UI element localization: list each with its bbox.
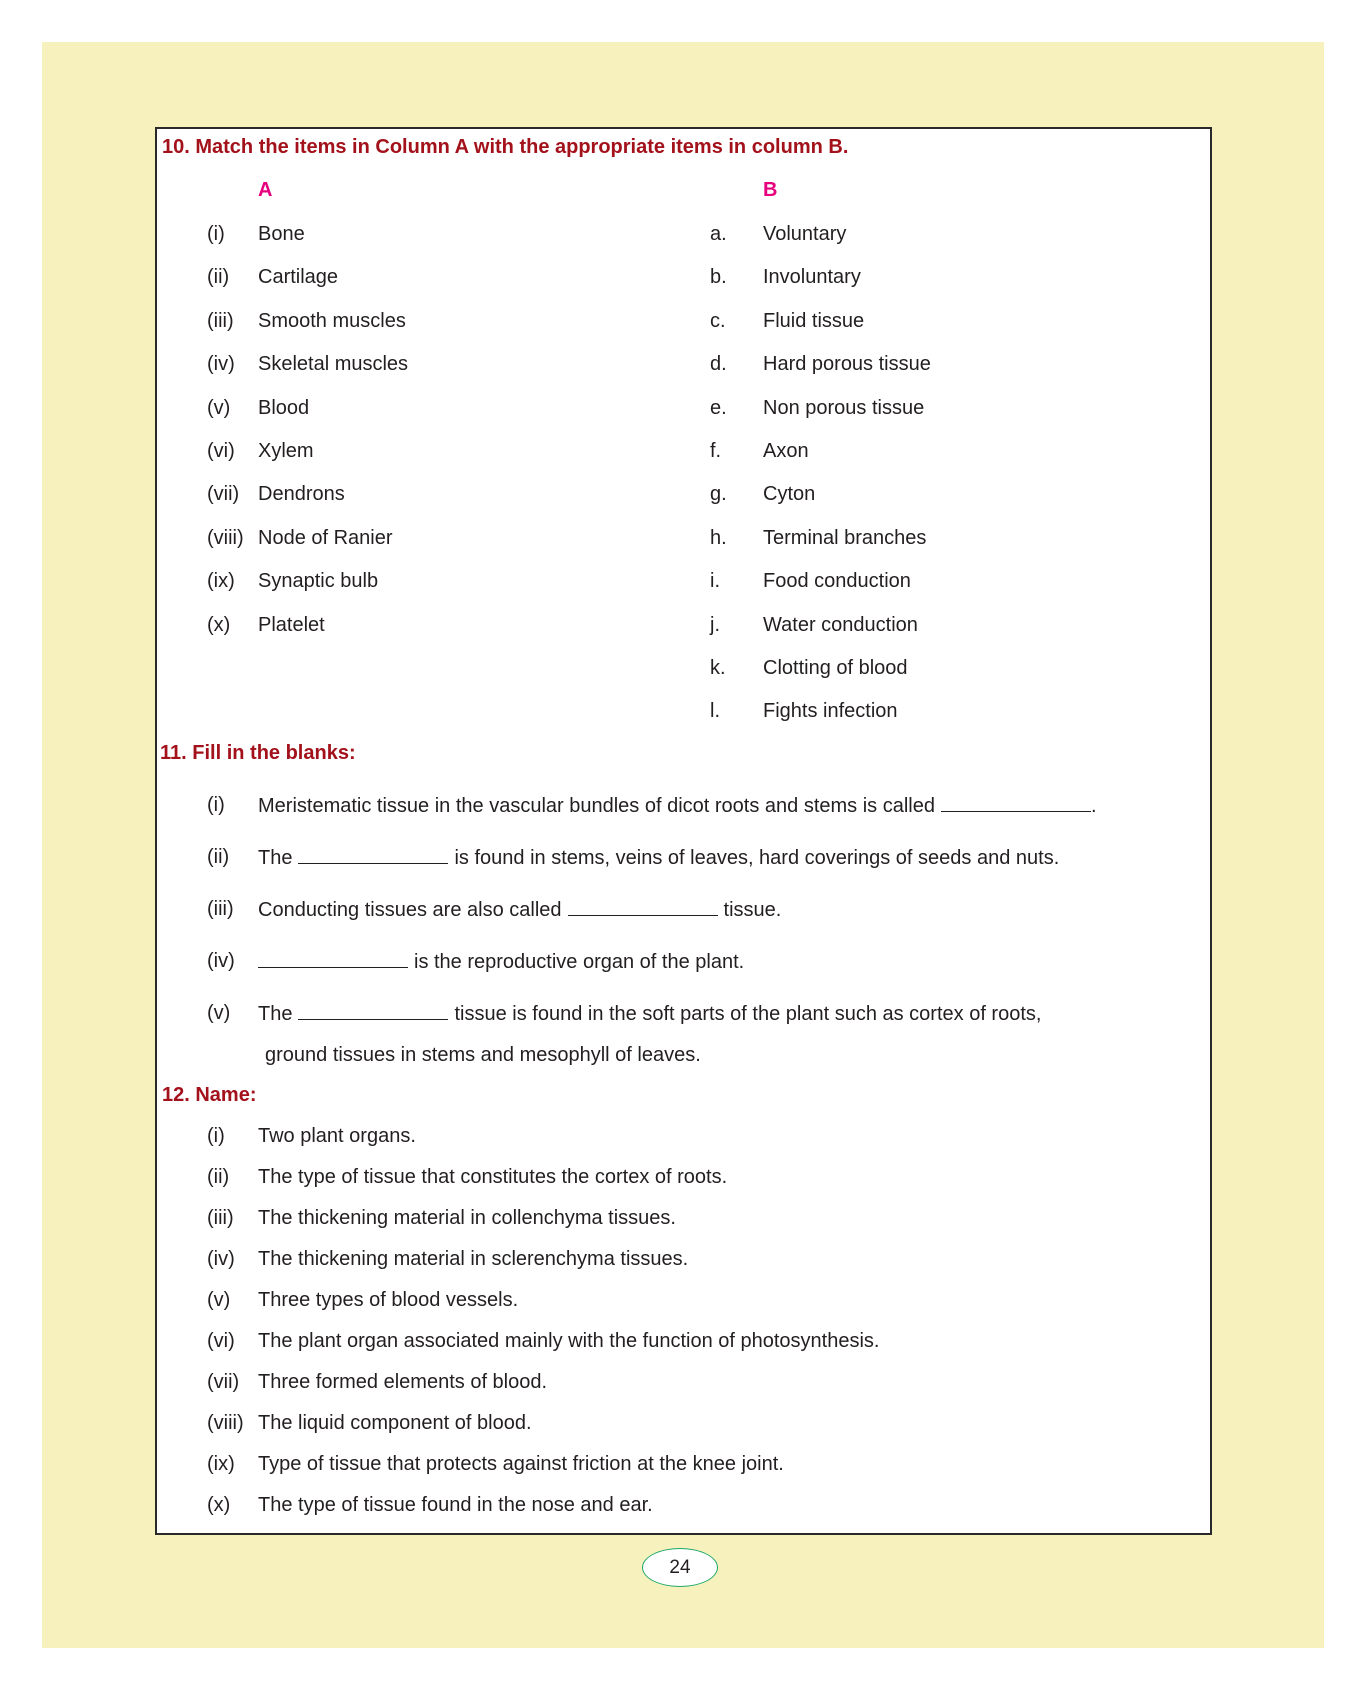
fill-blank-sentence <box>258 793 1097 818</box>
fill-blank-number: (ii) <box>207 846 230 868</box>
column-b-item: Hard porous tissue <box>763 353 931 376</box>
column-b-letter: l. <box>710 700 720 723</box>
column-a-item: Smooth muscles <box>258 309 406 332</box>
column-a-number: (v) <box>207 396 231 419</box>
column-b-letter: f. <box>710 440 722 462</box>
sentence-before: The <box>258 1003 293 1025</box>
column-a-number: (ii) <box>207 266 230 289</box>
column-b-letter: e. <box>710 396 727 419</box>
name-item-text: The plant organ associated mainly with the function of photosynthesis. <box>258 1330 880 1352</box>
fill-blank-sentence <box>258 1001 1041 1026</box>
column-a-number: (ix) <box>207 570 235 593</box>
sentence-after: tissue is found in the soft parts of the plant such as cortex of roots, <box>454 1003 1042 1025</box>
column-b-letter: h. <box>710 526 727 549</box>
name-item-text: The type of tissue found in the nose and ear. <box>258 1494 653 1516</box>
question-11-title: 11. Fill in the blanks: <box>160 742 356 764</box>
fill-blank-number: (iv) <box>207 950 235 972</box>
column-b-item: Axon <box>763 440 809 462</box>
exercise-box <box>155 127 1212 1535</box>
column-a-item: Dendrons <box>258 483 345 506</box>
answer-blank[interactable] <box>568 897 718 916</box>
column-b-item: Fluid tissue <box>763 309 865 332</box>
sentence-before: Conducting tissues are also called <box>258 899 562 921</box>
name-item-number: (vi) <box>207 1330 235 1352</box>
column-b-item: Terminal branches <box>763 526 927 549</box>
sentence-before: Meristematic tissue in the vascular bundles of dicot roots and stems is called <box>258 795 935 817</box>
name-item-number: (v) <box>207 1289 231 1311</box>
question-10-title: 10. Match the items in Column A with the appropriate items in column B. <box>162 136 849 158</box>
question-12-title: 12. Name: <box>162 1084 257 1106</box>
column-a-number: (iv) <box>207 353 235 376</box>
column-b-item: Clotting of blood <box>763 657 908 679</box>
page-number: 24 <box>642 1548 718 1587</box>
fill-blank-number: (iii) <box>207 898 234 920</box>
name-item-number: (viii) <box>207 1412 244 1434</box>
column-b-letter: k. <box>710 657 726 679</box>
column-a-item: Bone <box>258 223 305 245</box>
column-b-letter: d. <box>710 353 727 376</box>
name-item-number: (i) <box>207 1125 225 1147</box>
column-b-item: Voluntary <box>763 223 847 245</box>
sentence-after: is found in stems, veins of leaves, hard coverings of seeds and nuts. <box>454 847 1060 869</box>
fill-blank-sentence <box>258 949 744 974</box>
name-item-text: Type of tissue that protects against friction at the knee joint. <box>258 1453 784 1475</box>
column-a-number: (vii) <box>207 483 240 506</box>
column-a-number: (i) <box>207 223 225 245</box>
column-a-item: Platelet <box>258 613 325 636</box>
answer-blank[interactable] <box>258 949 408 968</box>
column-a-item: Cartilage <box>258 266 339 289</box>
column-b-letter: a. <box>710 223 727 245</box>
name-item-number: (vii) <box>207 1371 240 1393</box>
column-a-item: Node of Ranier <box>258 526 393 549</box>
sentence-after: tissue. <box>723 899 782 921</box>
name-item-number: (x) <box>207 1494 231 1516</box>
column-a-number: (iii) <box>207 309 234 332</box>
name-item-text: Three types of blood vessels. <box>258 1289 519 1311</box>
column-b-item: Water conduction <box>763 613 918 636</box>
column-a-item: Xylem <box>258 440 314 462</box>
fill-blank-number: (v) <box>207 1002 231 1024</box>
column-b-item: Involuntary <box>763 266 861 289</box>
column-b-letter: i. <box>710 570 720 593</box>
name-item-text: The thickening material in collenchyma tissues. <box>258 1207 676 1229</box>
column-a-item: Synaptic bulb <box>258 570 379 593</box>
sentence-before: The <box>258 847 293 869</box>
name-item-text: The liquid component of blood. <box>258 1412 532 1434</box>
name-item-text: Three formed elements of blood. <box>258 1371 548 1393</box>
column-b-letter: c. <box>710 309 726 332</box>
column-b-item: Fights infection <box>763 700 898 723</box>
name-item-text: The type of tissue that constitutes the cortex of roots. <box>258 1166 728 1188</box>
fill-blank-sentence <box>258 845 1059 870</box>
sentence-after: . <box>1090 795 1097 817</box>
column-a-item: Skeletal muscles <box>258 353 409 376</box>
name-item-text: Two plant organs. <box>258 1125 416 1147</box>
answer-blank[interactable] <box>298 1001 448 1020</box>
column-b-item: Non porous tissue <box>763 396 925 419</box>
name-item-number: (iv) <box>207 1248 235 1270</box>
column-b-header: B <box>763 179 778 201</box>
column-a-item: Blood <box>258 396 310 419</box>
column-b-letter: j. <box>710 613 720 636</box>
name-item-number: (ii) <box>207 1166 230 1188</box>
column-a-header: A <box>258 179 273 201</box>
column-a-number: (x) <box>207 613 231 636</box>
fill-blank-number: (i) <box>207 794 225 816</box>
column-b-letter: g. <box>710 483 727 506</box>
column-b-letter: b. <box>710 266 727 289</box>
sentence-after: is the reproductive organ of the plant. <box>414 951 745 973</box>
name-item-number: (ix) <box>207 1453 235 1475</box>
fill-blank-continuation: ground tissues in stems and mesophyll of leaves. <box>265 1044 701 1066</box>
column-b-item: Cyton <box>763 483 816 506</box>
column-a-number: (vi) <box>207 440 235 462</box>
answer-blank[interactable] <box>941 793 1091 812</box>
name-item-number: (iii) <box>207 1207 234 1229</box>
name-item-text: The thickening material in sclerenchyma tissues. <box>258 1248 689 1270</box>
column-a-number: (viii) <box>207 526 244 549</box>
fill-blank-sentence <box>258 897 781 922</box>
answer-blank[interactable] <box>298 845 448 864</box>
column-b-item: Food conduction <box>763 570 911 593</box>
